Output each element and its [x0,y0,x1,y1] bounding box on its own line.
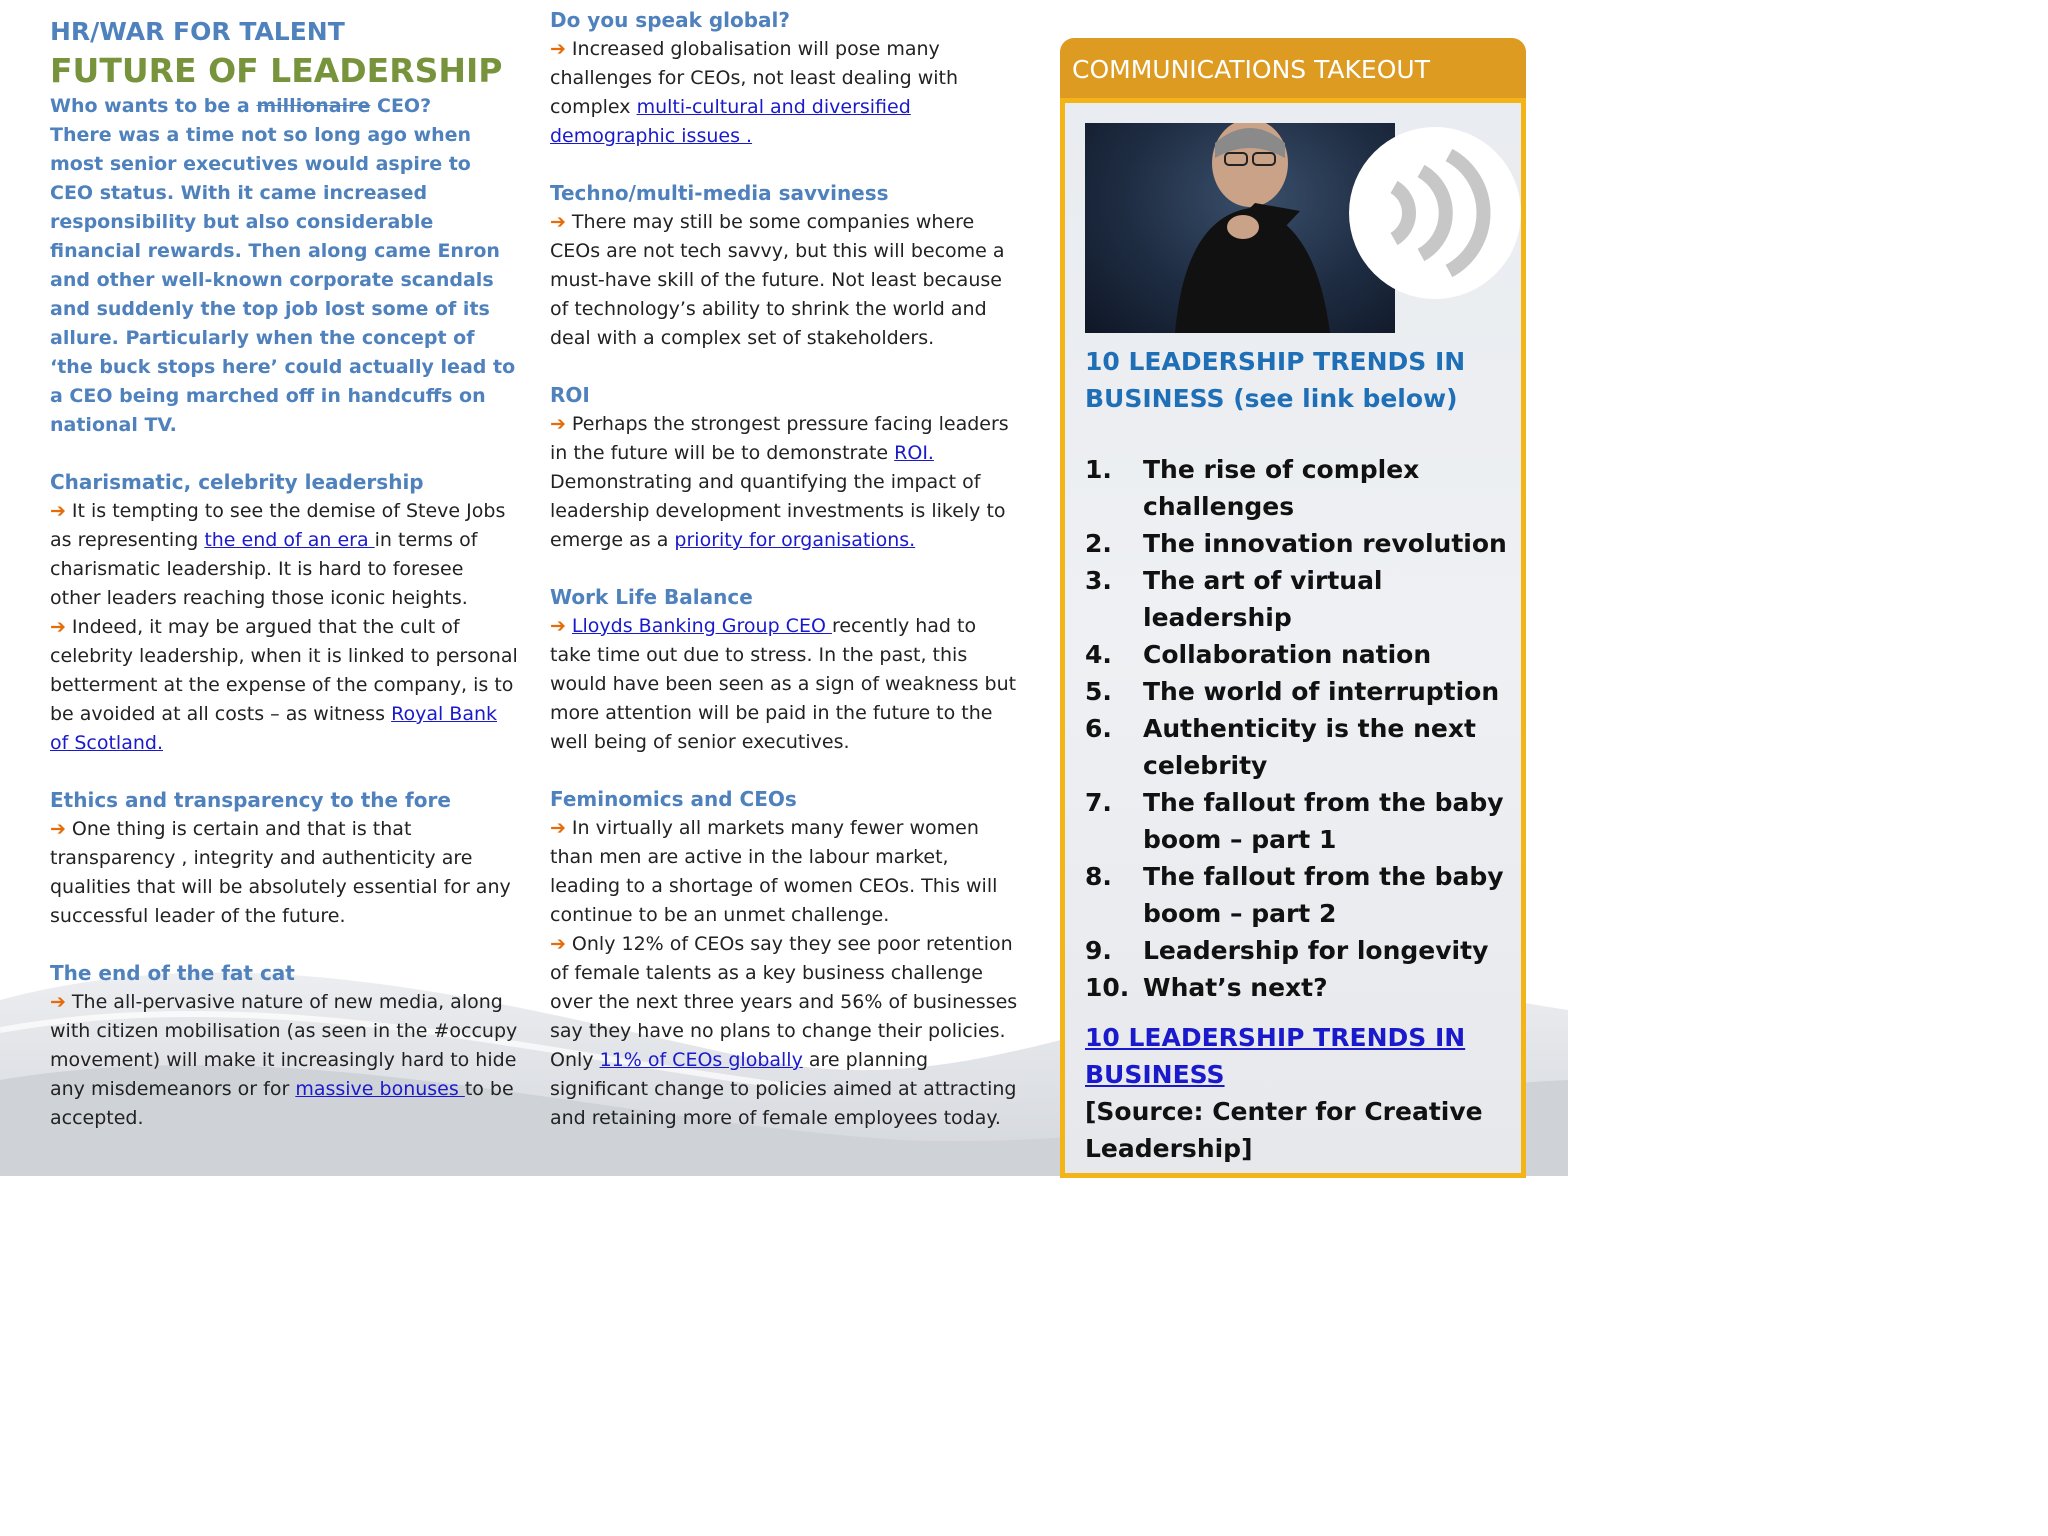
trend-text: The art of virtual leadership [1143,566,1383,632]
paragraph: ➔ It is tempting to see the demise of Steve Jobs as representing the end of an era in terms of charismatic leadership. It is hard to foresee other leaders reaching those iconic heights. [50,500,506,609]
trend-text: Authenticity is the next celebrity [1143,714,1476,780]
trends-title: 10 LEADERSHIP TRENDS IN BUSINESS (see link below) [1085,347,1466,413]
trend-number: 6. [1085,714,1112,743]
trend-number: 5. [1085,677,1112,706]
trend-text: Leadership for longevity [1143,936,1489,965]
intro-suffix: CEO? [370,95,432,117]
section-title: Ethics and transparency to the fore [50,788,451,812]
trend-item [1085,932,1515,969]
section-ethics [50,786,520,931]
arrow-right-icon: ➔ [50,991,66,1013]
arrow-right-icon: ➔ [550,933,566,955]
section-title: ROI [550,383,590,407]
trend-text: The innovation revolution [1143,529,1507,558]
page-title: FUTURE OF LEADERSHIP [50,51,503,90]
paragraph: ➔ Increased globalisation will pose many challenges for CEOs, not least dealing with complex multi-cultural and diversified demographic issues . [550,38,959,147]
paragraph: ➔ One thing is certain and that is that transparency , integrity and authenticity are qualities that will be absolutely essential for any successful leader of the future. [50,818,511,927]
trend-number: 3. [1085,566,1112,595]
trend-text: The fallout from the baby boom – part 1 [1143,788,1504,854]
trend-item [1085,784,1515,858]
trend-number: 2. [1085,529,1112,558]
arrow-right-icon: ➔ [50,500,66,522]
arrow-right-icon: ➔ [550,211,566,233]
trend-number: 7. [1085,788,1112,817]
section-global [550,6,1020,151]
trend-item [1085,562,1515,636]
source-text: [Source: Center for Creative Leadership] [1085,1097,1483,1163]
section-work-life [550,583,1020,757]
trend-item [1085,525,1515,562]
link-roi[interactable]: ROI. [894,442,934,464]
paragraph: ➔ Only 12% of CEOs say they see poor retention of female talents as a key business challenge over the next three years and 56% of businesses say they have no plans to change their policies. Only 11% of CEOs globally are planning significant change to policies aimed at attracting and retaining more of female employees today. [550,933,1018,1129]
section-pre-title: HR/WAR FOR TALENT [50,17,345,46]
trend-text: The world of interruption [1143,677,1500,706]
panel-body [1060,98,1526,1178]
link-end-of-era[interactable]: the end of an era [204,529,375,551]
paragraph: ➔ The all-pervasive nature of new media, along with citizen mobilisation (as seen in the #occupy movement) will make it increasingly hard to hide any misdemeanors or for massive bonuses to be accepted. [50,991,518,1129]
trends-list [1085,451,1515,1006]
trend-text: The rise of complex challenges [1143,455,1420,521]
intro-paragraph [50,92,520,440]
link-leadership-trends[interactable]: 10 LEADERSHIP TRENDS IN BUSINESS [1085,1023,1466,1089]
paragraph: ➔ Indeed, it may be argued that the cult of celebrity leadership, when it is linked to personal betterment at the expense of the company, is to be avoided at all costs – as witness Royal Bank of Scotland. [50,616,518,754]
arrow-right-icon: ➔ [50,818,66,840]
section-title: The end of the fat cat [50,961,295,985]
paragraph: ➔ There may still be some companies where CEOs are not tech savvy, but this will become a must-have skill of the future. Not least because of technology’s ability to shrink the world and deal with a complex set of stakeholders. [550,211,1005,349]
link-lloyds[interactable]: Lloyds Banking Group CEO [571,615,832,637]
arrow-right-icon: ➔ [550,413,566,435]
section-title: Do you speak global? [550,8,791,32]
audio-brand-icon [1349,127,1521,299]
trend-item [1085,858,1515,932]
panel-header: COMMUNICATIONS TAKEOUT [1060,38,1526,98]
section-charismatic [50,468,520,758]
trend-item [1085,636,1515,673]
section-title: Techno/multi-media savviness [550,181,889,205]
paragraph: ➔ In virtually all markets many fewer women than men are active in the labour market, leading to a shortage of women CEOs. This will continue to be an unmet challenge. [550,817,998,926]
trend-text: What’s next? [1143,973,1328,1002]
trend-item [1085,673,1515,710]
trend-number: 1. [1085,455,1112,484]
arrow-right-icon: ➔ [550,817,566,839]
section-techno [550,179,1020,353]
trend-item [1085,710,1515,784]
section-feminomics [550,785,1020,1133]
arrow-right-icon: ➔ [50,616,66,638]
trend-text: Collaboration nation [1143,640,1432,669]
section-fat-cat [50,959,520,1133]
section-title: Work Life Balance [550,585,753,609]
arrow-right-icon: ➔ [550,615,566,637]
column-middle [550,6,1020,1161]
section-roi [550,381,1020,555]
link-priority[interactable]: priority for organisations. [674,529,916,551]
column-left [50,14,520,1161]
link-multicultural[interactable]: multi-cultural and diversified demographic issues . [550,96,911,147]
intro-strikethrough: millionaire [256,95,371,117]
trend-item [1085,969,1515,1006]
trend-number: 10. [1085,973,1130,1002]
trend-number: 8. [1085,862,1112,891]
intro-prefix: Who wants to be a [50,95,257,117]
paragraph: ➔ Lloyds Banking Group CEO recently had to take time out due to stress. In the past, this would have been seen as a sign of weakness but more attention will be paid in the future to the well being of senior executives. [550,615,1017,753]
link-royal-bank[interactable]: Royal Bank of Scotland. [50,703,498,754]
intro-body: There was a time not so long ago when most senior executives would aspire to CEO status. With it came increased responsibility but also considerable financial rewards. Then along came Enron and other well-known corporate scandals and suddenly the top job lost some of its allure. Particularly when the concept of ‘the buck stops here’ could actually lead to a CEO being marched off in handcuffs on national TV. [50,124,516,436]
trend-number: 4. [1085,640,1112,669]
trends-source [1085,1019,1515,1167]
link-massive-bonuses[interactable]: massive bonuses [295,1078,465,1100]
trend-text: The fallout from the baby boom – part 2 [1143,862,1504,928]
section-title: Charismatic, celebrity leadership [50,470,424,494]
section-title: Feminomics and CEOs [550,787,797,811]
arrow-right-icon: ➔ [550,38,566,60]
paragraph: ➔ Perhaps the strongest pressure facing leaders in the future will be to demonstrate ROI. Demonstrating and quantifying the impact of leadership development investments is likely to emerge as a priority for organisations. [550,413,1009,551]
trend-number: 9. [1085,936,1112,965]
trend-item [1085,451,1515,525]
communications-takeout-panel [1058,38,1528,1178]
link-ceos-globally[interactable]: 11% of CEOs globally [599,1049,803,1071]
